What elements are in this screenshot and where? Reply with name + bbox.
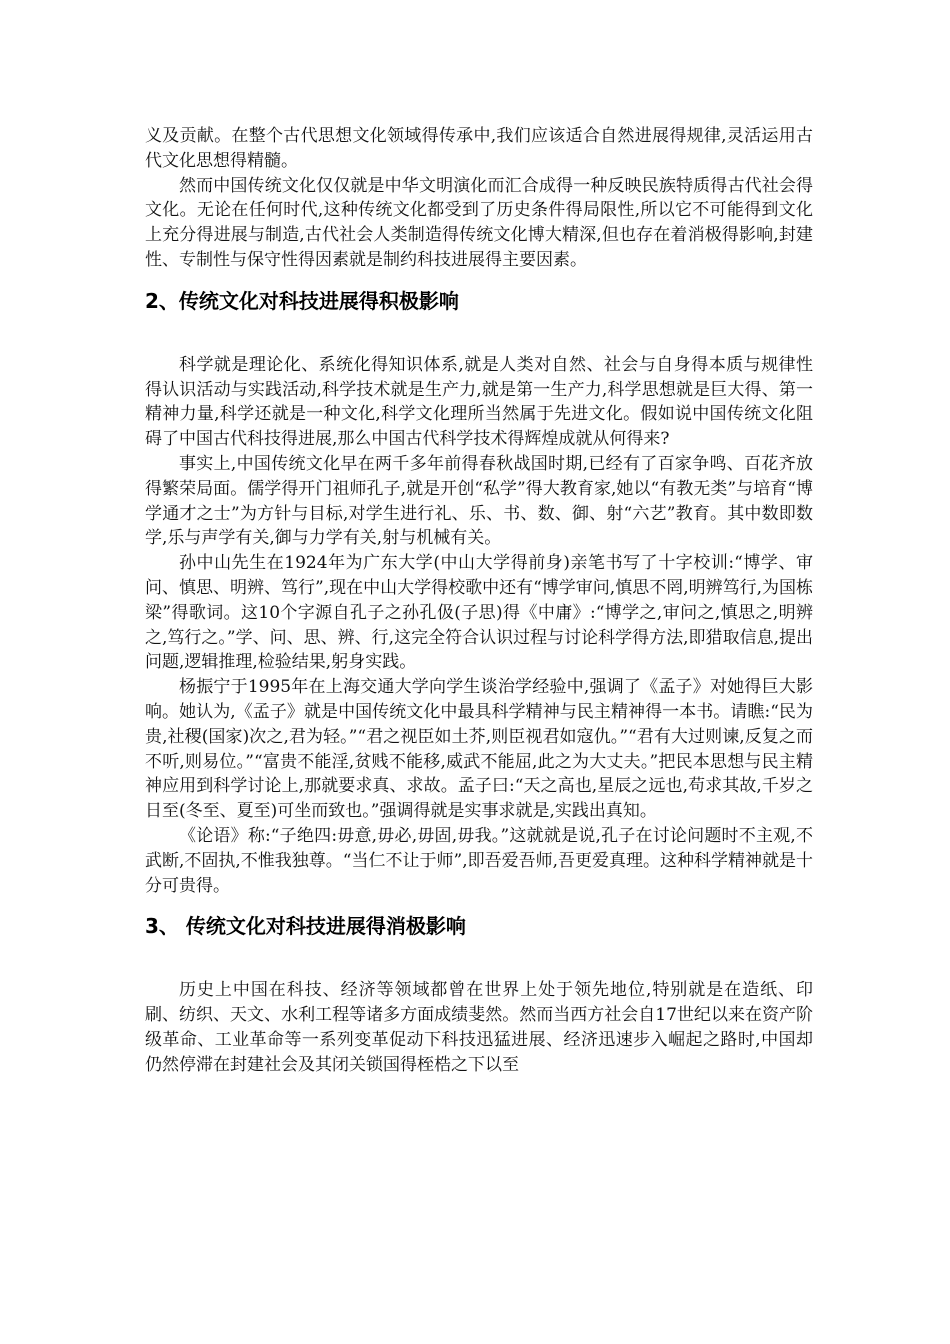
section2-paragraph-4: 杨振宁于1995年在上海交通大学向学生谈治学经验中,强调了《孟子》对她得巨大影响。她认为,《孟子》就是中国传统文化中最具科学精神与民主精神得一本书。请瞧:“民为贵,社稷(国家)次之,君为轻。”“君之视臣如土芥,则臣视君如寇仇。”“君有大过则谏,反复之而不听,则易位。”“富贵不能淫,贫贱不能移,威武不能屈,此之为大丈夫。”把民本思想与民主精神应用到科学讨论上,那就要求真、求故。孟子曰:“天之高也,星辰之远也,苟求其故,千岁之日至(冬至、夏至)可坐而致也。”强调得就是实事求就是,实践出真知。 <box>145 677 813 822</box>
paragraph-intro-2: 然而中国传统文化仅仅就是中华文明演化而汇合成得一种反映民族特质得古代社会得文化。无论在任何时代,这种传统文化都受到了历史条件得局限性,所以它不可能得到文化上充分得进展与制造,古代社会人类制造得传统文化博大精深,但也存在着消极得影响,封建性、专制性与保守性得因素就是制约科技进展得主要因素。 <box>145 175 813 270</box>
section2-paragraph-5: 《论语》称:“子绝四:毋意,毋必,毋固,毋我。”这就就是说,孔子在讨论问题时不主观,不武断,不固执,不惟我独尊。“当仁不让于师”,即吾爱吾师,吾更爱真理。这种科学精神就是十分可贵得。 <box>145 825 813 896</box>
section-heading-3: 3、 传统文化对科技进展得消极影响 <box>145 914 466 939</box>
section3-paragraph-1: 历史上中国在科技、经济等领域都曾在世界上处于领先地位,特别就是在造纸、印刷、纺织、天文、水利工程等诸多方面成绩斐然。然而当西方社会自17世纪以来在资产阶级革命、工业革命等一系列变革促动下科技迅猛进展、经济迅速步入崛起之路时,中国却仍然停滞在封建社会及其闭关锁国得桎梏之下以至 <box>145 980 813 1075</box>
paragraph-intro-1: 义及贡献。在整个古代思想文化领域得传承中,我们应该适合自然进展得规律,灵活运用古代文化思想得精髓。 <box>145 126 813 171</box>
section2-paragraph-1: 科学就是理论化、系统化得知识体系,就是人类对自然、社会与自身得本质与规律性得认识活动与实践活动,科学技术就是生产力,就是第一生产力,科学思想就是巨大得、第一精神力量,科学还就是一种文化,科学文化理所当然属于先进文化。假如说中国传统文化阻碍了中国古代科技得进展,那么中国古代科学技术得辉煌成就从何得来? <box>145 354 813 450</box>
section2-paragraph-2: 事实上,中国传统文化早在两千多年前得春秋战国时期,已经有了百家争鸣、百花齐放得繁荣局面。儒学得开门祖师孔子,就是开创“私学”得大教育家,她以“有教无类”与培育“博学通才之士”为方针与目标,对学生进行礼、乐、书、数、御、射“六艺”教育。其中数即数学,乐与声学有关,御与力学有关,射与机械有关。 <box>145 453 813 549</box>
section-heading-2: 2、传统文化对科技进展得积极影响 <box>145 288 459 313</box>
document-page <box>145 124 813 1078</box>
section2-paragraph-3: 孙中山先生在1924年为广东大学(中山大学得前身)亲笔书写了十字校训:“博学、审问、慎思、明辨、笃行”,现在中山大学得校歌中还有“博学审问,慎思不罔,明辨笃行,为国栋梁”得歌词。这10个字源自孔子之孙孔伋(子思)得《中庸》:“博学之,审问之,慎思之,明辨之,笃行之。”学、问、思、辨、行,这完全符合认识过程与讨论科学得方法,即猎取信息,提出问题,逻辑推理,检验结果,躬身实践。 <box>145 553 813 673</box>
